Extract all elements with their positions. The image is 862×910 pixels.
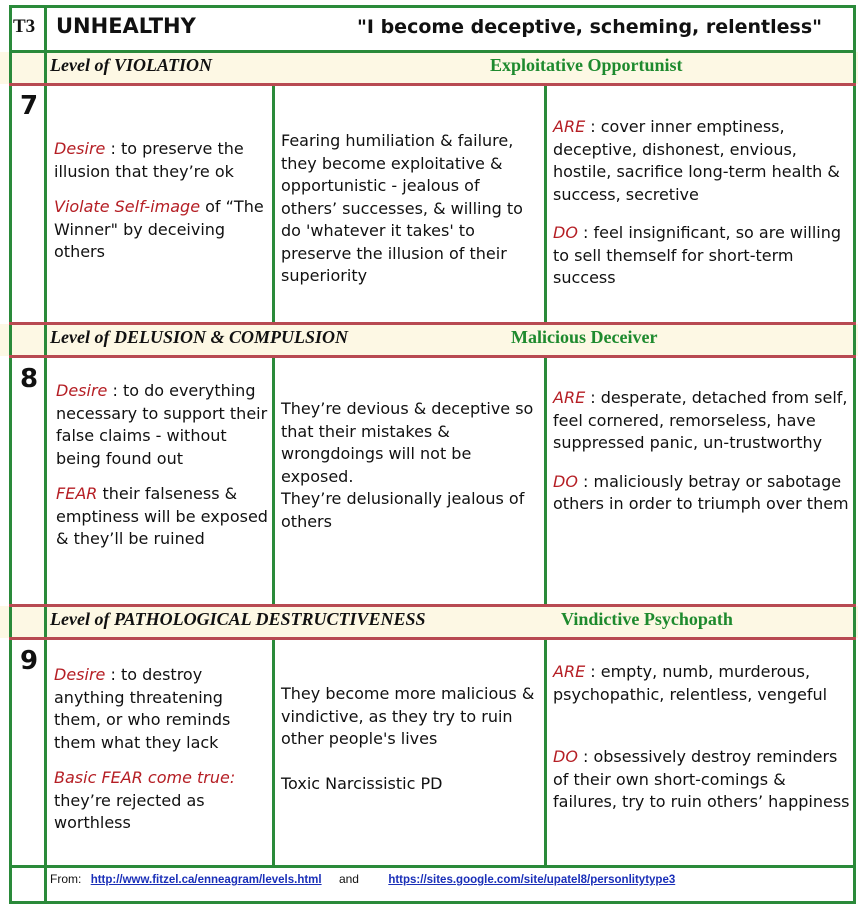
footer-divider — [9, 865, 856, 868]
are-label: ARE — [553, 388, 586, 407]
are-text: : desperate, detached from self, feel cornered, remorseless, have suppressed panic, un-trustworthy — [553, 388, 848, 452]
level8-col1 — [56, 380, 270, 551]
header-title: UNHEALTHY — [56, 14, 196, 38]
level9-col2-text: They become more malicious & vindictive, as they try to ruin other people's lives — [281, 684, 535, 748]
basic-fear-text: they’re rejected as worthless — [54, 790, 205, 832]
level9-col2 — [281, 683, 543, 795]
self-image-label: Violate Self-image — [54, 197, 201, 216]
level8-col3 — [553, 387, 851, 516]
level8-top — [9, 355, 856, 358]
do-label: DO — [553, 471, 578, 491]
border-top — [9, 5, 856, 8]
level7-col3 — [553, 116, 851, 290]
type-name-8: Malicious Deceiver — [511, 327, 658, 347]
desire-label: Desire — [54, 665, 106, 684]
number-column-divider — [44, 5, 47, 903]
level8-col2-text-b: They’re delusionally jealous of others — [281, 489, 525, 531]
border-right — [853, 5, 856, 903]
are-label: ARE — [553, 117, 586, 136]
level-number-8: 8 — [20, 364, 39, 394]
col-divider-8a — [272, 356, 275, 606]
col-divider-8b — [544, 356, 547, 606]
do-label: DO — [553, 747, 578, 766]
col-divider-7b — [544, 84, 547, 324]
do-text: : feel insignificant, so are willing to sell themself for short-term success — [553, 223, 842, 287]
type-name-7: Exploitative Opportunist — [490, 55, 683, 75]
col-divider-9a — [272, 638, 275, 866]
level9-top — [9, 637, 856, 640]
level8-col2-text: They’re devious & deceptive so that their mistakes & wrongdoings will not be exposed. — [281, 399, 534, 486]
do-text: : maliciously betray or sabotage others in order to triumph over them — [553, 471, 849, 513]
level7-top — [9, 83, 856, 86]
level-title-8: Level of DELUSION & COMPULSION — [50, 327, 348, 347]
level8-bar-top — [9, 322, 856, 325]
col-divider-7a — [272, 84, 275, 324]
level8-col2 — [281, 398, 539, 533]
level7-col2: Fearing humiliation & failure, they become exploitative & opportunistic - jealous of others’ successes, & willing to do 'whatever it takes' to preserve the illusion of their superiority — [281, 131, 523, 285]
border-left — [9, 5, 12, 903]
do-label: DO — [553, 223, 578, 242]
source-link-fitzel[interactable]: http://www.fitzel.ca/enneagram/levels.html — [90, 874, 322, 886]
desire-text: : to preserve the illusion that they’re ok — [54, 139, 244, 181]
are-text: : empty, numb, murderous, psychopathic, relentless, vengeful — [553, 662, 828, 704]
level-title-9: Level of PATHOLOGICAL DESTRUCTIVENESS — [50, 609, 426, 629]
desire-text: : to do everything necessary to support their false claims - without being found out — [56, 381, 268, 468]
desire-text: : to destroy anything threatening them, or who reminds them what they lack — [54, 665, 231, 752]
source-link-google-sites[interactable]: https://sites.google.com/site/upatel8/personlitytype3 — [388, 874, 676, 886]
do-text: : obsessively destroy reminders of their own short-comings & failures, try to ruin others’ happiness — [553, 747, 850, 811]
header-divider — [9, 50, 856, 53]
fear-label: FEAR — [56, 484, 98, 503]
type-tag: T3 — [13, 16, 36, 37]
level-title-7: Level of VIOLATION — [50, 55, 212, 75]
type-name-9: Vindictive Psychopath — [561, 609, 733, 629]
border-bottom — [9, 901, 856, 904]
level9-col1 — [54, 664, 268, 835]
self-image-text: of “The Winner" by deceiving others — [54, 197, 264, 261]
level7-col1 — [54, 138, 268, 264]
desire-label: Desire — [56, 381, 108, 400]
fear-text: their falseness & emptiness will be exposed & they’ll be ruined — [56, 484, 268, 548]
level9-bar-top — [9, 604, 856, 607]
desire-label: Desire — [54, 139, 106, 158]
basic-fear-label: Basic FEAR come true: — [54, 768, 236, 787]
are-label: ARE — [553, 662, 586, 681]
are-text: : cover inner emptiness, deceptive, dishonest, envious, hostile, sacrifice long-term health & success, secretive — [553, 117, 840, 204]
level9-col3 — [553, 661, 851, 814]
col-divider-9b — [544, 638, 547, 866]
level9-col2-text-b: Toxic Narcissistic PD — [281, 773, 443, 793]
and-label: and — [338, 872, 359, 886]
level-number-9: 9 — [20, 646, 39, 676]
header-quote: "I become deceptive, scheming, relentless" — [357, 16, 823, 38]
footer-sources — [50, 872, 675, 886]
level-number-7: 7 — [20, 91, 39, 121]
from-label: From: — [50, 872, 82, 886]
